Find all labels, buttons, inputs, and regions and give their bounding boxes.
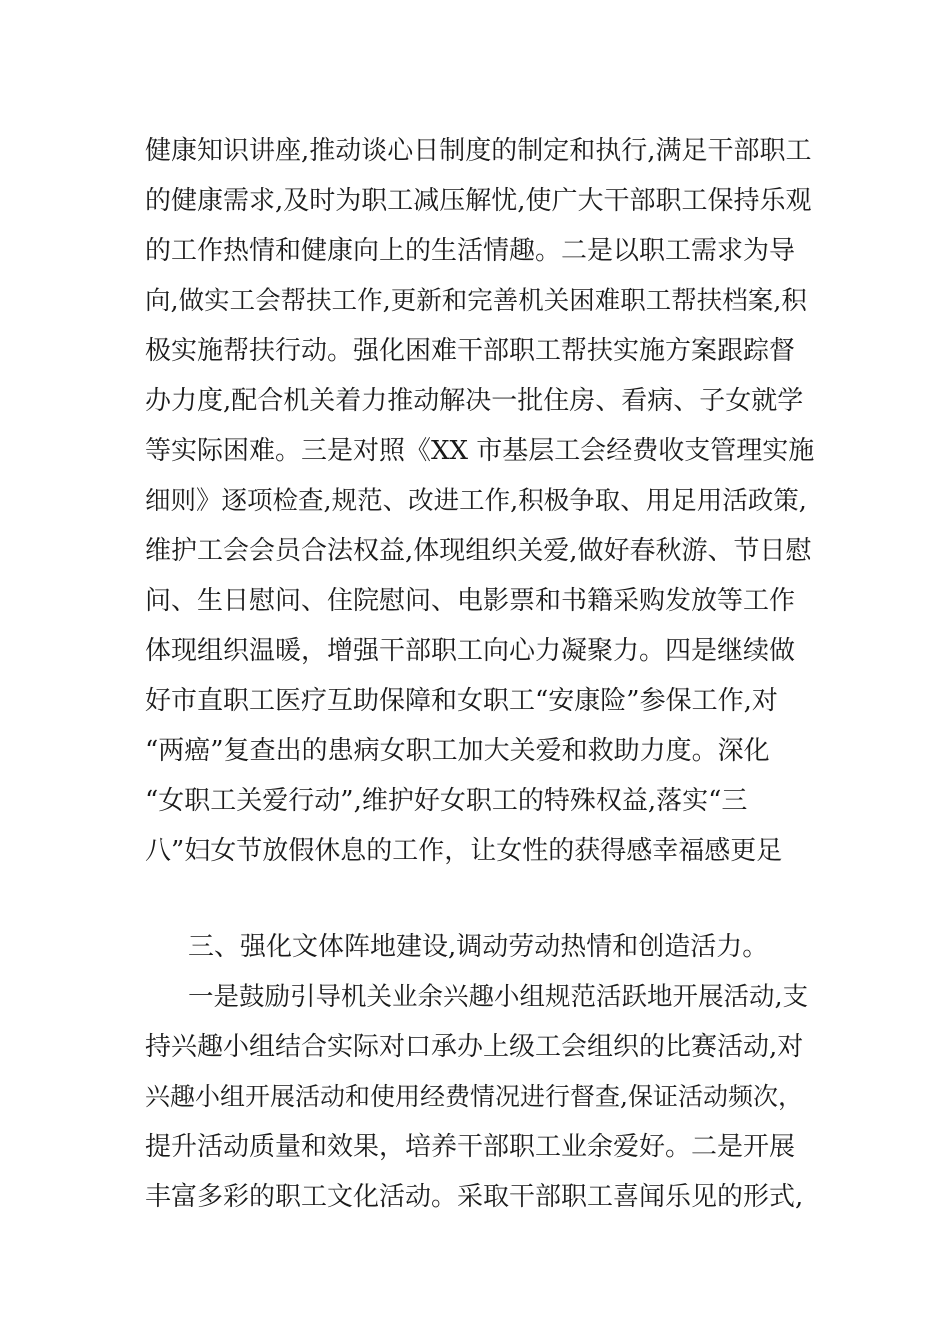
text-line: 持兴趣小组结合实际对口承办上级工会组织的比赛活动,对 (145, 1032, 804, 1062)
text-line: 极实施帮扶行动。强化困难干部职工帮扶实施方案跟踪督 (145, 336, 796, 366)
text-line: “女职工关爱行动”,维护好女职工的特殊权益,落实“三 (145, 786, 748, 816)
text-line: 问、生日慰问、住院慰问、电影票和书籍采购发放等工作 (145, 586, 796, 616)
text-line: 健康知识讲座,推动谈心日制度的制定和执行,满足干部职工 (145, 136, 812, 166)
text-line: 细则》逐项检查,规范、改进工作,积极争取、用足用活政策, (145, 486, 807, 516)
text-line: 好市直职工医疗互助保障和女职工“安康险”参保工作,对 (145, 686, 778, 716)
text-line: 等实际困难。三是对照《XX 市基层工会经费收支管理实施 (145, 436, 815, 466)
section-heading: 三、强化文体阵地建设,调动劳动热情和创造活力。 (188, 932, 769, 962)
text-line: “两癌”复查出的患病女职工加大关爱和救助力度。深化 (145, 736, 770, 766)
text-line: 八”妇女节放假休息的工作，让女性的获得感幸福感更足 (145, 836, 783, 866)
text-line: 的健康需求,及时为职工减压解忧,使广大干部职工保持乐观 (145, 186, 812, 216)
text-line: 提升活动质量和效果，培养干部职工业余爱好。二是开展 (145, 1132, 796, 1162)
text-line: 兴趣小组开展活动和使用经费情况进行督查,保证活动频次， (145, 1082, 803, 1111)
text-line: 维护工会会员合法权益,体现组织关爱,做好春秋游、节日慰 (145, 536, 812, 566)
text-line: 一是鼓励引导机关业余兴趣小组规范活跃地开展活动,支 (188, 982, 809, 1012)
text-line: 丰富多彩的职工文化活动。采取干部职工喜闻乐见的形式, (145, 1182, 804, 1212)
text-line: 的工作热情和健康向上的生活情趣。二是以职工需求为导 (145, 236, 796, 266)
text-line: 体现组织温暖，增强干部职工向心力凝聚力。四是继续做 (145, 636, 796, 666)
text-line: 办力度,配合机关着力推动解决一批住房、看病、子女就学 (145, 386, 804, 416)
text-line: 向,做实工会帮扶工作,更新和完善机关困难职工帮扶档案,积 (145, 286, 807, 316)
